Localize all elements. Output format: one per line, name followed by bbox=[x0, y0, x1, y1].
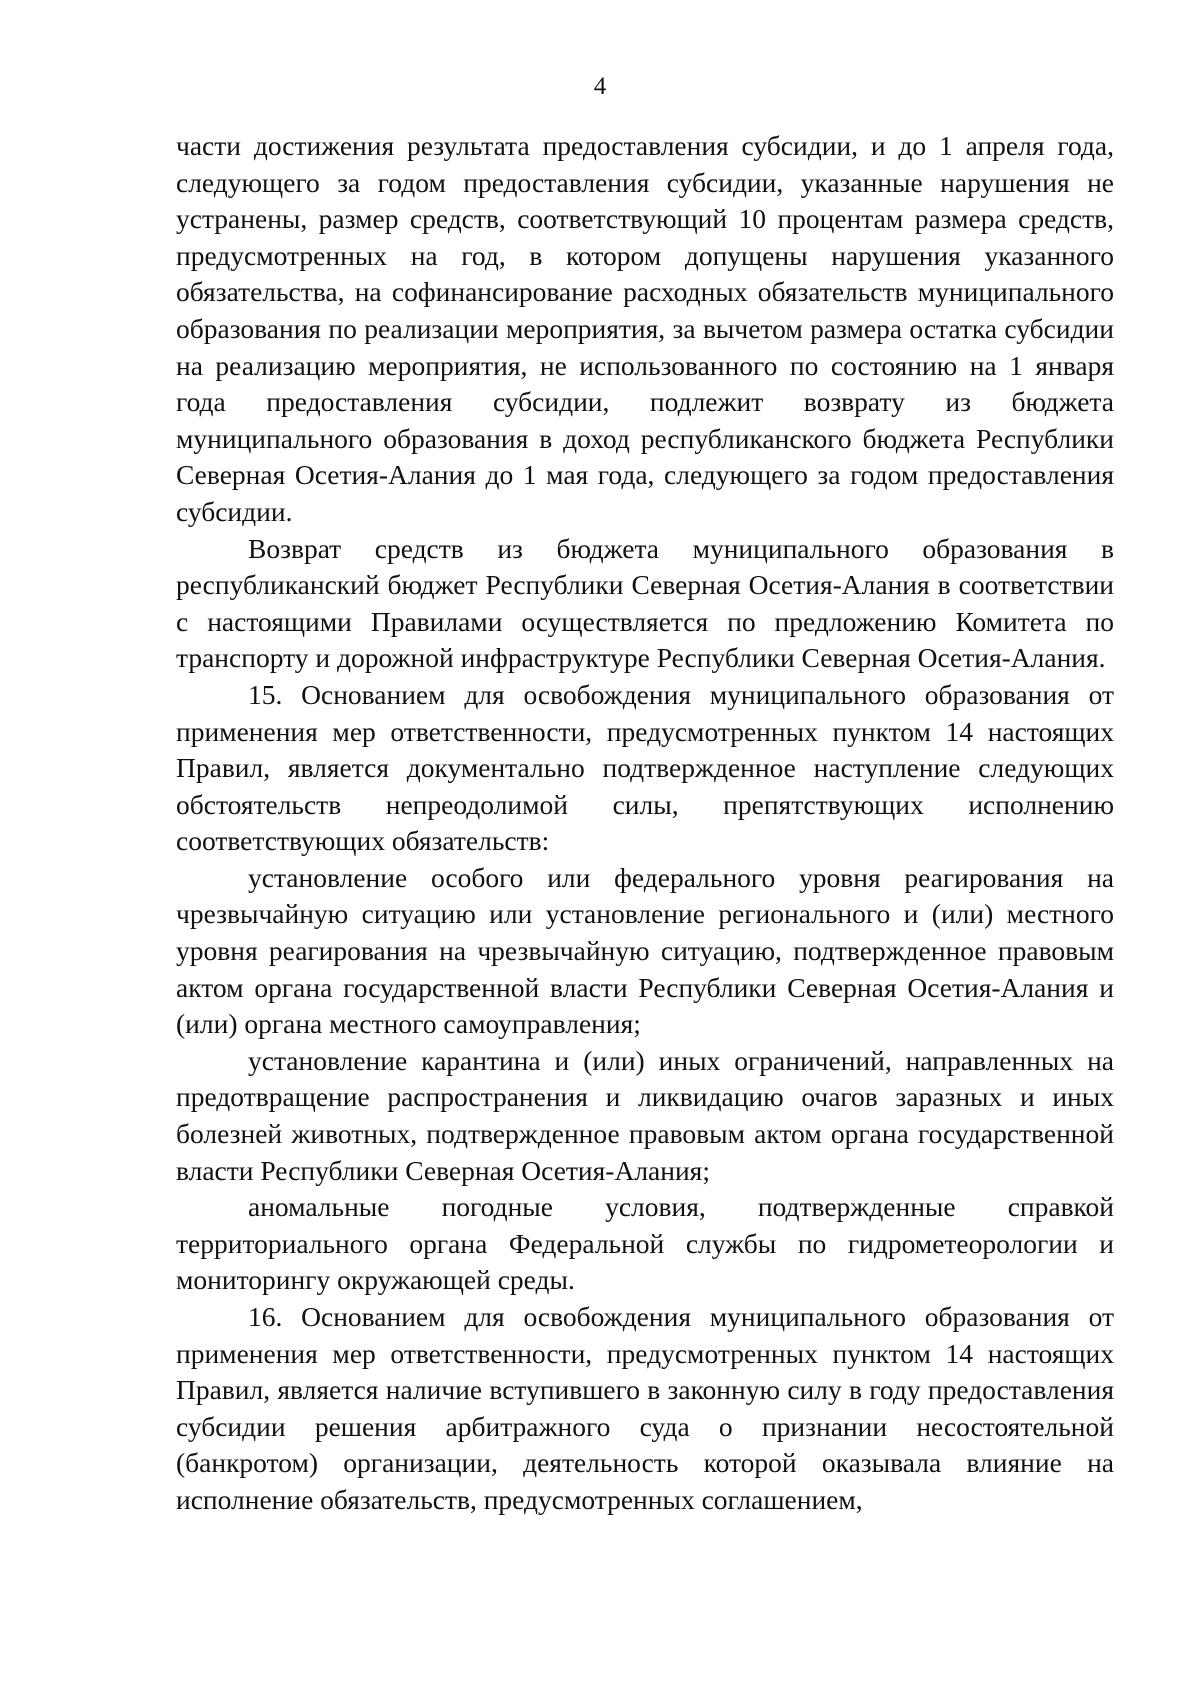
paragraph-refund-procedure: Возврат средств из бюджета муниципального образования в республиканский бюджет Республики Северная Осетия-Алания в соответствии с настоящими Правилами осуществляется по предложению Комитета по транспорту и дорожной инфраструктуре Республики Северная Осетия-Алания. bbox=[176, 532, 1114, 674]
paragraph-continuation: части достижения результата предоставления субсидии, и до 1 апреля года, следующего за годом предоставления субсидии, указанные нарушения не устранены, размер средств, соответствующий 10 процентам размера средств, предусмотренных на год, в котором допущены нарушения указанного обязательства, на софинансирование расходных обязательств муниципального образования по реализации мероприятия, за вычетом размера остатка субсидии на реализацию мероприятия, не использованного по состоянию на 1 января года предоставления субсидии, подлежит возврату из бюджета муниципального образования в доход республиканского бюджета Республики Северная Осетия-Алания до 1 мая года, следующего за годом предоставления субсидии. bbox=[176, 130, 1114, 527]
paragraph-weather-conditions: аномальные погодные условия, подтвержденные справкой территориального органа Федеральной службы по гидрометеорологии и мониторингу окружающей среды. bbox=[176, 1191, 1114, 1296]
paragraph-emergency-response: установление особого или федерального уровня реагирования на чрезвычайную ситуацию или установление регионального и (или) местного уровня реагирования на чрезвычайную ситуацию, подтвержденное правовым актом органа государственной власти Республики Северная Осетия-Алания и (или) органа местного самоуправления; bbox=[176, 861, 1114, 1040]
paragraph-item-16: 16. Основанием для освобождения муниципального образования от применения мер ответственности, предусмотренных пунктом 14 настоящих Правил, является наличие вступившего в законную силу в году предоставления субсидии решения арбитражного суда о признании несостоятельной (банкротом) организации, деятельность которой оказывала влияние на исполнение обязательств, предусмотренных соглашением, bbox=[176, 1301, 1114, 1515]
page-number: 4 bbox=[593, 73, 607, 100]
document-body bbox=[176, 128, 1114, 1519]
paragraph-item-15: 15. Основанием для освобождения муниципального образования от применения мер ответственности, предусмотренных пунктом 14 настоящих Правил, является документально подтвержденное наступление следующих обстоятельств непреодолимой силы, препятствующих исполнению соответствующих обязательств: bbox=[176, 678, 1114, 857]
paragraph-quarantine: установление карантина и (или) иных ограничений, направленных на предотвращение распространения и ликвидацию очагов заразных и иных болезней животных, подтвержденное правовым актом органа государственной власти Республики Северная Осетия-Алания; bbox=[176, 1044, 1114, 1186]
